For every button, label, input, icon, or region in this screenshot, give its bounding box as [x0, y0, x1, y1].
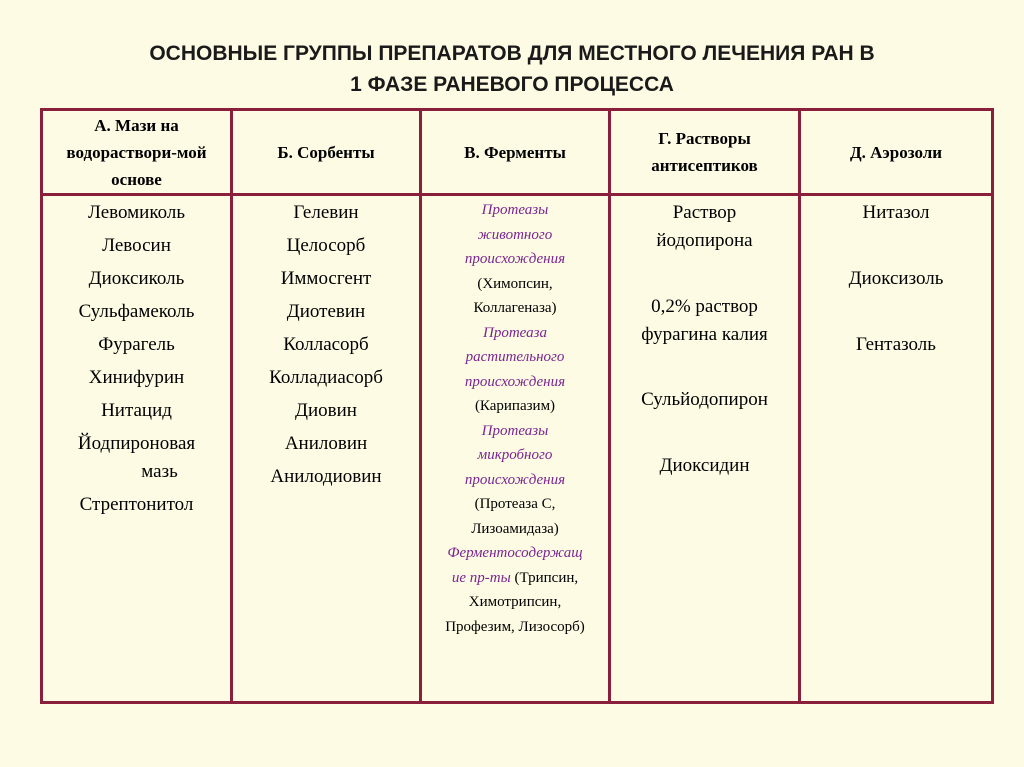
list-item: Нитазол — [862, 202, 930, 223]
enzyme-group-title: микробного — [477, 447, 553, 463]
enzyme-examples: Химотрипсин, — [468, 594, 562, 610]
header-antiseptics: Г. Растворы антисептиков — [611, 111, 801, 196]
enzyme-examples: (Трипсин, — [510, 569, 579, 586]
list-item: Йодпироновая — [77, 433, 196, 454]
enzyme-group-title: Ферментосодержащ — [447, 545, 583, 561]
enzyme-group-title: Протеаза — [483, 324, 547, 341]
enzyme-group-line — [422, 566, 608, 591]
list-item: Целосорб — [286, 235, 366, 256]
header-sorbents: Б. Сорбенты — [233, 111, 422, 196]
list-item: Диоксиколь — [88, 268, 185, 289]
table-header-row — [43, 111, 991, 196]
enzyme-group-title: происхождения — [464, 251, 566, 267]
list-item: Фурагель — [98, 334, 175, 355]
enzyme-group-title: происхождения — [464, 373, 566, 390]
enzyme-group-title: происхождения — [464, 471, 566, 488]
list-item: Колласорб — [283, 334, 369, 355]
ointments-cell — [43, 196, 233, 701]
list-item: Раствор — [672, 202, 737, 223]
list-item-continuation: фурагина калия — [641, 324, 768, 345]
title-line-1: ОСНОВНЫЕ ГРУППЫ ПРЕПАРАТОВ ДЛЯ МЕСТНОГО ЛЕЧЕНИЯ РАН В — [149, 42, 875, 65]
list-item: Левосин — [102, 235, 171, 256]
list-item: Гелевин — [293, 202, 359, 223]
list-item: Диовин — [295, 400, 357, 421]
page-title — [40, 38, 984, 100]
title-line-2: 1 ФАЗЕ РАНЕВОГО ПРОЦЕССА — [350, 73, 674, 96]
list-item: Сульфамеколь — [78, 301, 195, 322]
enzymes-cell — [422, 196, 611, 701]
list-item: Хинифурин — [88, 367, 185, 388]
enzyme-examples: (Карипазим) — [474, 398, 556, 414]
list-item: 0,2% раствор — [651, 296, 758, 317]
list-item: Колладиасорб — [269, 367, 383, 388]
enzyme-group-title: Протеазы — [481, 202, 549, 218]
list-item: Стрептонитол — [79, 494, 194, 515]
enzyme-examples: (Протеаза С, — [474, 496, 556, 512]
enzyme-examples: Профезим, Лизосорб) — [445, 618, 585, 635]
drug-groups-table — [40, 108, 994, 704]
enzyme-group-title: Протеазы — [481, 422, 549, 439]
list-item-continuation: мазь — [141, 461, 178, 482]
list-item: Анилодиовин — [270, 466, 382, 487]
list-item: Диотевин — [286, 301, 366, 322]
sorbents-cell — [233, 196, 422, 701]
list-item: Гентазоль — [856, 334, 936, 355]
list-item: Диоксидин — [659, 455, 750, 476]
enzyme-examples: (Химопсин, — [477, 275, 553, 292]
enzyme-group-title: растительного — [465, 349, 565, 365]
enzyme-examples: Коллагеназа) — [473, 300, 557, 316]
table-body-row — [43, 196, 991, 701]
list-item: Сульйодопирон — [641, 389, 768, 410]
list-item: Левомиколь — [87, 202, 186, 223]
aerosols-cell — [801, 196, 991, 701]
header-enzymes: В. Ферменты — [422, 111, 611, 196]
list-item-continuation: йодопирона — [656, 230, 753, 251]
header-aerosols: Д. Аэрозоли — [801, 111, 991, 196]
list-item: Аниловин — [284, 433, 368, 454]
list-item: Нитацид — [101, 400, 172, 421]
header-ointments: А. Мази на водораствори-мой основе — [43, 111, 233, 196]
list-item: Диоксизоль — [848, 268, 944, 289]
list-item: Иммосгент — [280, 268, 372, 289]
enzyme-group-title: ие пр-ты — [451, 569, 511, 586]
enzyme-examples: Лизоамидаза) — [471, 520, 559, 537]
enzyme-group-title: животного — [477, 226, 553, 243]
antiseptics-cell — [611, 196, 801, 701]
